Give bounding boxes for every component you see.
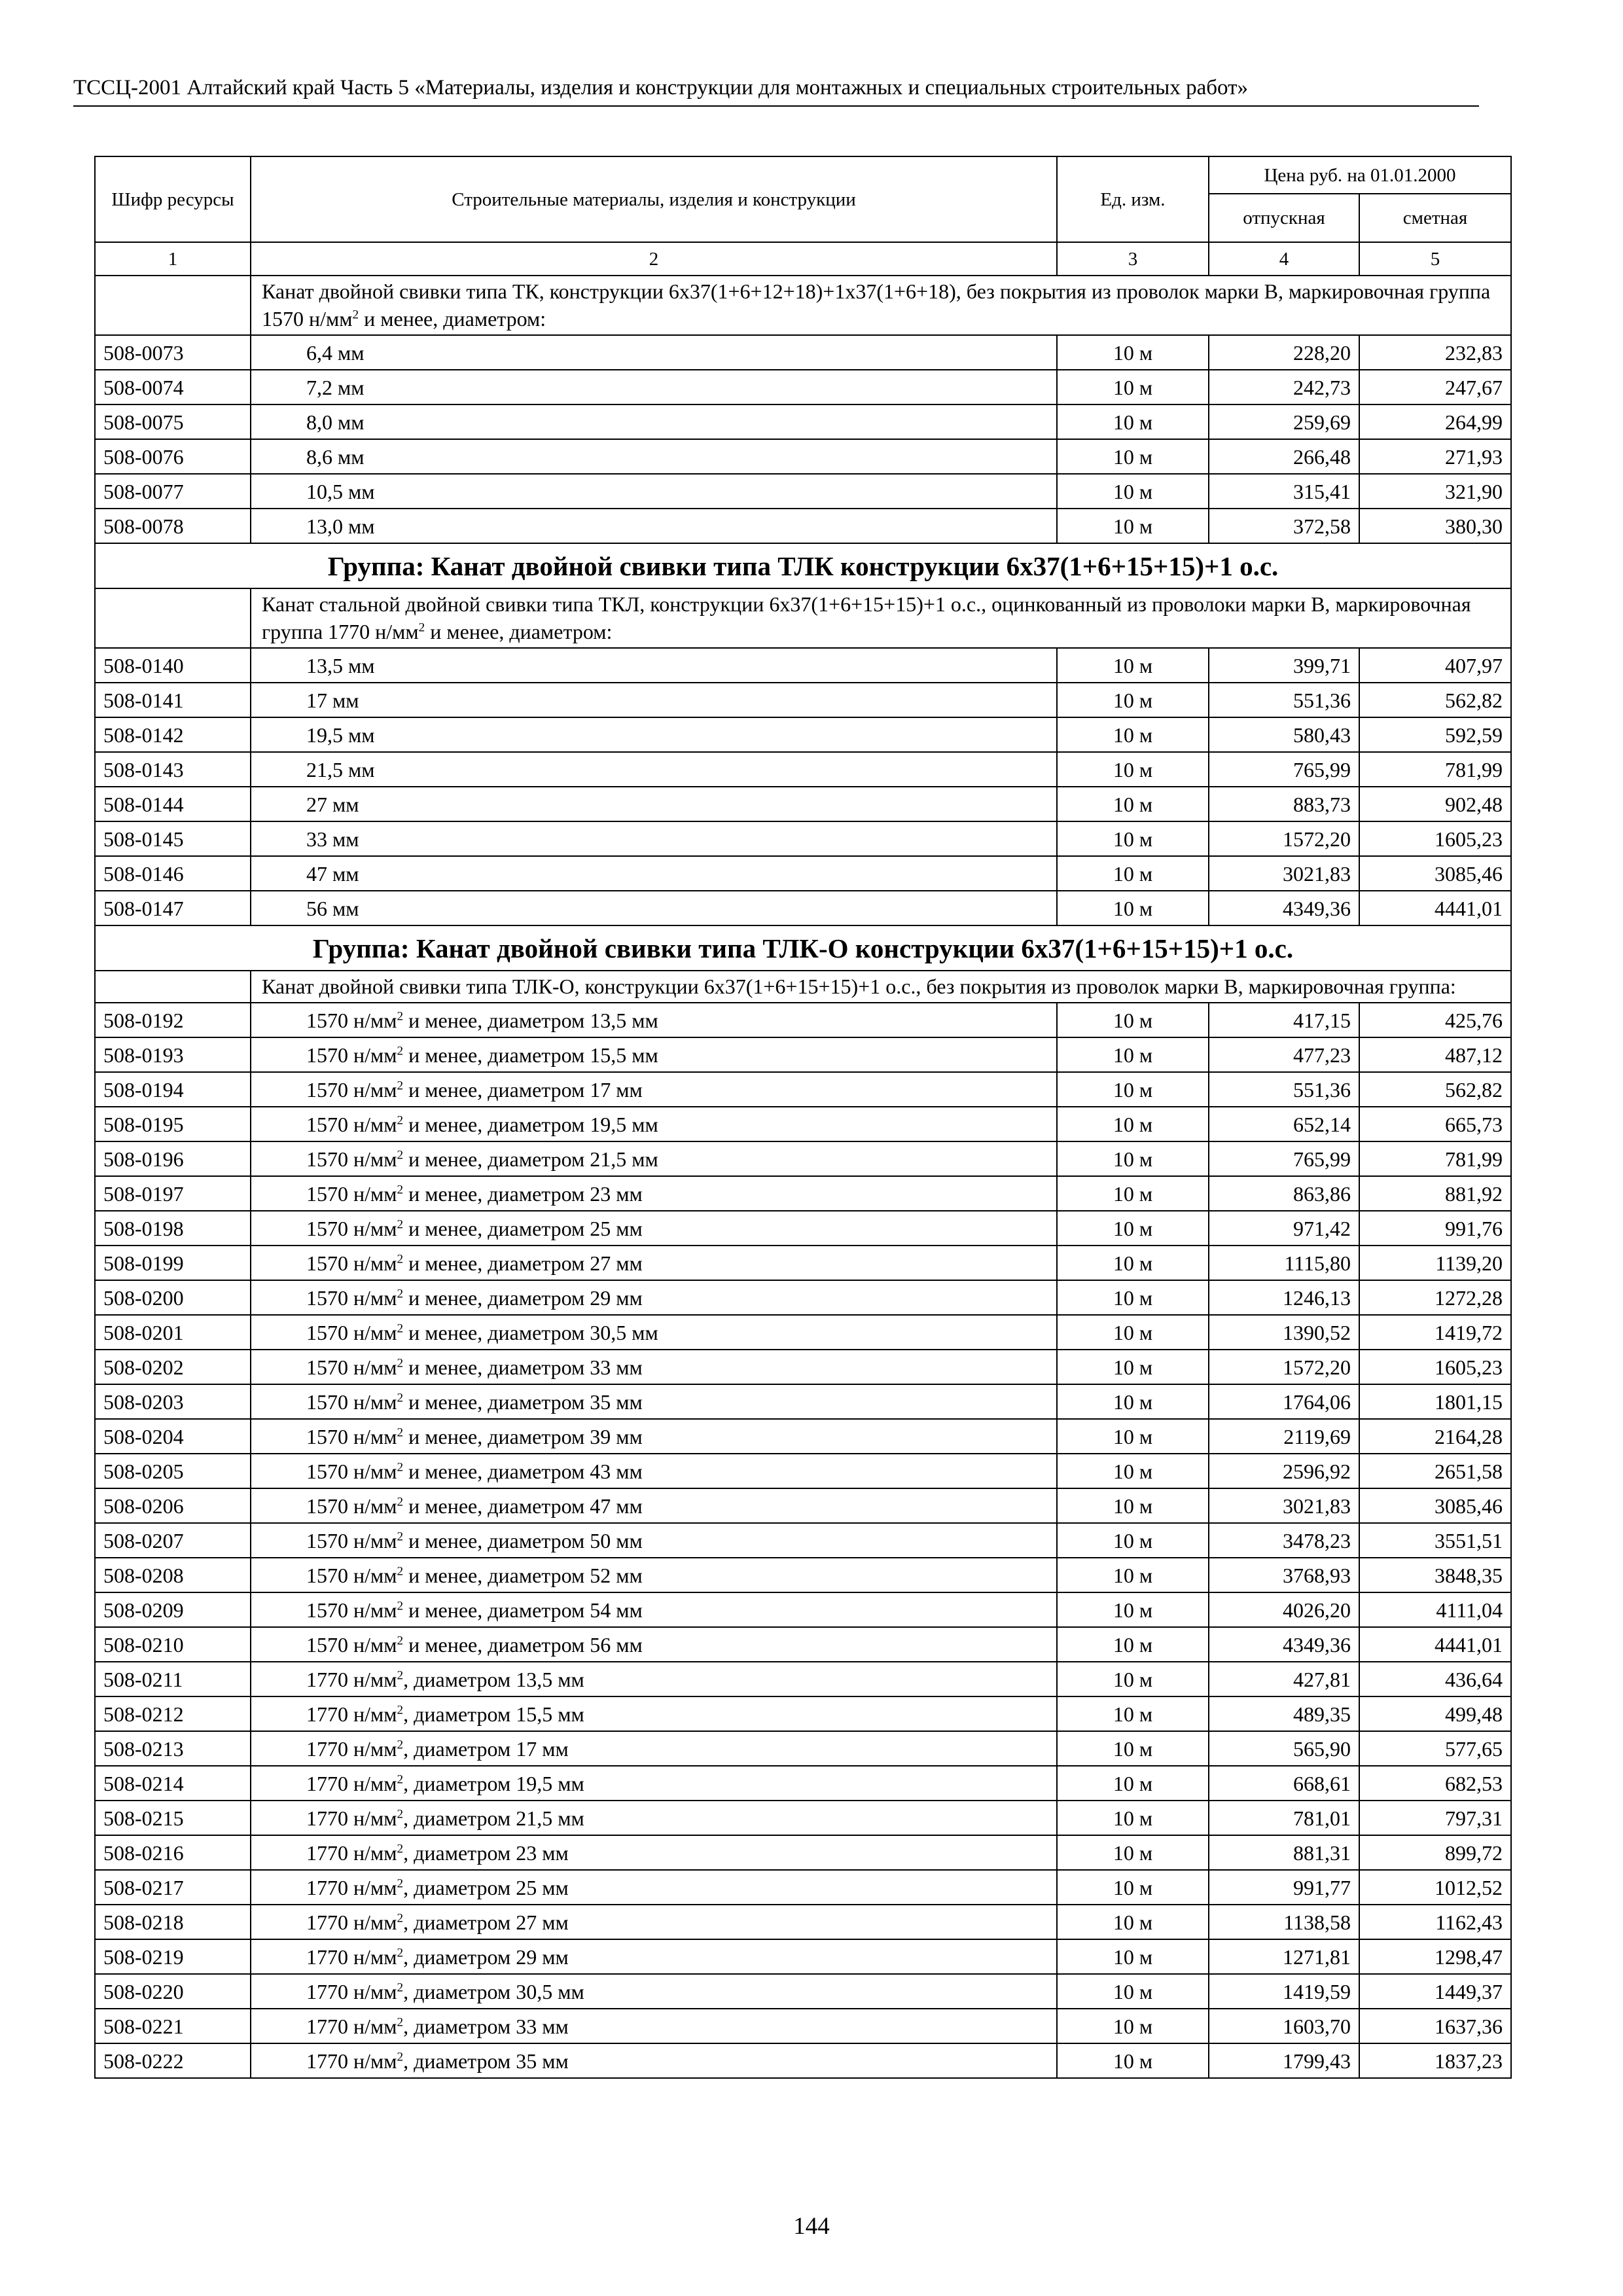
estimate-price-cell: 3848,35 bbox=[1359, 1558, 1511, 1592]
resource-code-cell: 508-0205 bbox=[95, 1454, 251, 1488]
table-row bbox=[95, 1662, 1511, 1696]
resource-code-cell: 508-0202 bbox=[95, 1350, 251, 1384]
material-name-cell: 1570 $н/мм^2$ и менее, диаметром 17 мм bbox=[251, 1072, 1057, 1107]
description-row bbox=[95, 276, 1511, 335]
unit-cell: 10 м bbox=[1057, 335, 1209, 370]
group-heading: Группа: Канат двойной свивки типа ТЛК конструкции 6х37(1+6+15+15)+1 о.с. bbox=[95, 543, 1511, 588]
material-name-cell: 1770 $н/мм^2$, диаметром 23 мм bbox=[251, 1835, 1057, 1870]
estimate-price-cell: 797,31 bbox=[1359, 1801, 1511, 1835]
release-price-cell: 1246,13 bbox=[1209, 1280, 1359, 1315]
material-name-cell: 7,2 мм bbox=[251, 370, 1057, 404]
release-price-cell: 399,71 bbox=[1209, 648, 1359, 683]
material-name-cell: 27 мм bbox=[251, 787, 1057, 821]
unit-cell: 10 м bbox=[1057, 1558, 1209, 1592]
release-price-cell: 1799,43 bbox=[1209, 2043, 1359, 2078]
estimate-price-cell: 247,67 bbox=[1359, 370, 1511, 404]
estimate-price-cell: 682,53 bbox=[1359, 1766, 1511, 1801]
col-header-release-price: отпускная bbox=[1209, 194, 1359, 242]
estimate-price-cell: 1419,72 bbox=[1359, 1315, 1511, 1350]
resource-code-cell: 508-0201 bbox=[95, 1315, 251, 1350]
resource-code-cell: 508-0145 bbox=[95, 821, 251, 856]
unit-cell: 10 м bbox=[1057, 1003, 1209, 1037]
table-row bbox=[95, 509, 1511, 543]
material-name-cell: 21,5 мм bbox=[251, 752, 1057, 787]
unit-cell: 10 м bbox=[1057, 1662, 1209, 1696]
material-name-cell: 1570 $н/мм^2$ и менее, диаметром 19,5 мм bbox=[251, 1107, 1057, 1141]
release-price-cell: 3021,83 bbox=[1209, 856, 1359, 891]
release-price-cell: 4349,36 bbox=[1209, 1627, 1359, 1662]
release-price-cell: 580,43 bbox=[1209, 717, 1359, 752]
unit-cell: 10 м bbox=[1057, 1627, 1209, 1662]
page-header: ТССЦ-2001 Алтайский край Часть 5 «Материалы, изделия и конструкции для монтажных и специальных строительных работ» bbox=[73, 74, 1479, 107]
unit-cell: 10 м bbox=[1057, 1246, 1209, 1280]
estimate-price-cell: 232,83 bbox=[1359, 335, 1511, 370]
estimate-price-cell: 592,59 bbox=[1359, 717, 1511, 752]
release-price-cell: 668,61 bbox=[1209, 1766, 1359, 1801]
table-row bbox=[95, 717, 1511, 752]
release-price-cell: 1390,52 bbox=[1209, 1315, 1359, 1350]
unit-cell: 10 м bbox=[1057, 1905, 1209, 1939]
table-row bbox=[95, 752, 1511, 787]
material-name-cell: 1570 $н/мм^2$ и менее, диаметром 33 мм bbox=[251, 1350, 1057, 1384]
material-name-cell: 1770 $н/мм^2$, диаметром 25 мм bbox=[251, 1870, 1057, 1905]
estimate-price-cell: 902,48 bbox=[1359, 787, 1511, 821]
resource-code-cell: 508-0075 bbox=[95, 404, 251, 439]
estimate-price-cell: 1837,23 bbox=[1359, 2043, 1511, 2078]
unit-cell: 10 м bbox=[1057, 439, 1209, 474]
resource-code-cell: 508-0206 bbox=[95, 1488, 251, 1523]
unit-cell: 10 м bbox=[1057, 1801, 1209, 1835]
material-name-cell: 56 мм bbox=[251, 891, 1057, 925]
estimate-price-cell: 781,99 bbox=[1359, 752, 1511, 787]
release-price-cell: 4026,20 bbox=[1209, 1592, 1359, 1627]
table-row bbox=[95, 856, 1511, 891]
release-price-cell: 551,36 bbox=[1209, 683, 1359, 717]
table-row bbox=[95, 370, 1511, 404]
release-price-cell: 883,73 bbox=[1209, 787, 1359, 821]
table-row bbox=[95, 1592, 1511, 1627]
material-name-cell: 1770 $н/мм^2$, диаметром 19,5 мм bbox=[251, 1766, 1057, 1801]
estimate-price-cell: 4441,01 bbox=[1359, 1627, 1511, 1662]
group-heading: Группа: Канат двойной свивки типа ТЛК-О конструкции 6х37(1+6+15+15)+1 о.с. bbox=[95, 925, 1511, 971]
table-row bbox=[95, 2043, 1511, 2078]
material-name-cell: 6,4 мм bbox=[251, 335, 1057, 370]
unit-cell: 10 м bbox=[1057, 1870, 1209, 1905]
resource-code-cell: 508-0074 bbox=[95, 370, 251, 404]
resource-code-cell: 508-0215 bbox=[95, 1801, 251, 1835]
material-name-cell: 1570 $н/мм^2$ и менее, диаметром 47 мм bbox=[251, 1488, 1057, 1523]
resource-code-cell: 508-0192 bbox=[95, 1003, 251, 1037]
material-name-cell: 19,5 мм bbox=[251, 717, 1057, 752]
estimate-price-cell: 3551,51 bbox=[1359, 1523, 1511, 1558]
material-name-cell: 1570 $н/мм^2$ и менее, диаметром 27 мм bbox=[251, 1246, 1057, 1280]
estimate-price-cell: 781,99 bbox=[1359, 1141, 1511, 1176]
resource-code-cell: 508-0203 bbox=[95, 1384, 251, 1419]
unit-cell: 10 м bbox=[1057, 1350, 1209, 1384]
resource-code-cell: 508-0200 bbox=[95, 1280, 251, 1315]
section-description: Канат двойной свивки типа ТК, конструкции 6х37(1+6+12+18)+1х37(1+6+18), без покрытия из проволок марки В, маркировочная группа 1570 $н/мм^2$ и менее, диаметром: bbox=[251, 276, 1511, 335]
material-name-cell: 1570 $н/мм^2$ и менее, диаметром 54 мм bbox=[251, 1592, 1057, 1627]
unit-cell: 10 м bbox=[1057, 717, 1209, 752]
material-name-cell: 1770 $н/мм^2$, диаметром 33 мм bbox=[251, 2009, 1057, 2043]
table-row bbox=[95, 1905, 1511, 1939]
estimate-price-cell: 1449,37 bbox=[1359, 1974, 1511, 2009]
unit-cell: 10 м bbox=[1057, 509, 1209, 543]
unit-cell: 10 м bbox=[1057, 821, 1209, 856]
resource-code-cell: 508-0199 bbox=[95, 1246, 251, 1280]
resource-code-cell: 508-0212 bbox=[95, 1696, 251, 1731]
table-row bbox=[95, 1107, 1511, 1141]
table-row bbox=[95, 1072, 1511, 1107]
unit-cell: 10 м bbox=[1057, 1419, 1209, 1454]
material-name-cell: 1570 $н/мм^2$ и менее, диаметром 13,5 мм bbox=[251, 1003, 1057, 1037]
unit-cell: 10 м bbox=[1057, 1939, 1209, 1974]
resource-code-cell: 508-0146 bbox=[95, 856, 251, 891]
estimate-price-cell: 991,76 bbox=[1359, 1211, 1511, 1246]
table-row bbox=[95, 1350, 1511, 1384]
material-name-cell: 13,0 мм bbox=[251, 509, 1057, 543]
col-header-price: Цена руб. на 01.01.2000 bbox=[1209, 156, 1511, 194]
estimate-price-cell: 3085,46 bbox=[1359, 856, 1511, 891]
col-number-5: 5 bbox=[1359, 242, 1511, 276]
estimate-price-cell: 1605,23 bbox=[1359, 821, 1511, 856]
material-name-cell: 47 мм bbox=[251, 856, 1057, 891]
material-name-cell: 1570 $н/мм^2$ и менее, диаметром 50 мм bbox=[251, 1523, 1057, 1558]
release-price-cell: 1603,70 bbox=[1209, 2009, 1359, 2043]
resource-code-cell: 508-0196 bbox=[95, 1141, 251, 1176]
estimate-price-cell: 881,92 bbox=[1359, 1176, 1511, 1211]
release-price-cell: 781,01 bbox=[1209, 1801, 1359, 1835]
unit-cell: 10 м bbox=[1057, 1523, 1209, 1558]
section-description: Канат стальной двойной свивки типа ТКЛ, конструкции 6х37(1+6+15+15)+1 о.с., оцинкованный из проволоки марки В, маркировочная группа 1770 $н/мм^2$ и менее, диаметром: bbox=[251, 588, 1511, 648]
release-price-cell: 991,77 bbox=[1209, 1870, 1359, 1905]
table-row bbox=[95, 1696, 1511, 1731]
resource-code-cell: 508-0214 bbox=[95, 1766, 251, 1801]
unit-cell: 10 м bbox=[1057, 2043, 1209, 2078]
estimate-price-cell: 899,72 bbox=[1359, 1835, 1511, 1870]
table-row bbox=[95, 787, 1511, 821]
unit-cell: 10 м bbox=[1057, 1107, 1209, 1141]
estimate-price-cell: 271,93 bbox=[1359, 439, 1511, 474]
unit-cell: 10 м bbox=[1057, 1037, 1209, 1072]
resource-code-cell: 508-0208 bbox=[95, 1558, 251, 1592]
resource-code-cell: 508-0195 bbox=[95, 1107, 251, 1141]
resource-code-cell: 508-0213 bbox=[95, 1731, 251, 1766]
release-price-cell: 652,14 bbox=[1209, 1107, 1359, 1141]
resource-code-cell: 508-0207 bbox=[95, 1523, 251, 1558]
material-name-cell: 1770 $н/мм^2$, диаметром 13,5 мм bbox=[251, 1662, 1057, 1696]
resource-code-cell: 508-0198 bbox=[95, 1211, 251, 1246]
table-row bbox=[95, 439, 1511, 474]
description-code-cell bbox=[95, 588, 251, 648]
estimate-price-cell: 2651,58 bbox=[1359, 1454, 1511, 1488]
unit-cell: 10 м bbox=[1057, 648, 1209, 683]
material-name-cell: 1770 $н/мм^2$, диаметром 27 мм bbox=[251, 1905, 1057, 1939]
table-row bbox=[95, 1488, 1511, 1523]
unit-cell: 10 м bbox=[1057, 1974, 1209, 2009]
col-header-estimate-price: сметная bbox=[1359, 194, 1511, 242]
unit-cell: 10 м bbox=[1057, 891, 1209, 925]
unit-cell: 10 м bbox=[1057, 1696, 1209, 1731]
resource-code-cell: 508-0078 bbox=[95, 509, 251, 543]
table-row bbox=[95, 1974, 1511, 2009]
price-table bbox=[94, 156, 1512, 2079]
release-price-cell: 565,90 bbox=[1209, 1731, 1359, 1766]
resource-code-cell: 508-0209 bbox=[95, 1592, 251, 1627]
material-name-cell: 1770 $н/мм^2$, диаметром 15,5 мм bbox=[251, 1696, 1057, 1731]
col-number-2: 2 bbox=[251, 242, 1057, 276]
release-price-cell: 1138,58 bbox=[1209, 1905, 1359, 1939]
table-row bbox=[95, 1280, 1511, 1315]
table-row bbox=[95, 1003, 1511, 1037]
resource-code-cell: 508-0142 bbox=[95, 717, 251, 752]
material-name-cell: 1570 $н/мм^2$ и менее, диаметром 29 мм bbox=[251, 1280, 1057, 1315]
release-price-cell: 489,35 bbox=[1209, 1696, 1359, 1731]
table-row bbox=[95, 1731, 1511, 1766]
estimate-price-cell: 487,12 bbox=[1359, 1037, 1511, 1072]
resource-code-cell: 508-0143 bbox=[95, 752, 251, 787]
description-row bbox=[95, 971, 1511, 1003]
release-price-cell: 477,23 bbox=[1209, 1037, 1359, 1072]
resource-code-cell: 508-0217 bbox=[95, 1870, 251, 1905]
material-name-cell: 1570 $н/мм^2$ и менее, диаметром 39 мм bbox=[251, 1419, 1057, 1454]
table-row bbox=[95, 1835, 1511, 1870]
release-price-cell: 971,42 bbox=[1209, 1211, 1359, 1246]
table-row bbox=[95, 1246, 1511, 1280]
material-name-cell: 1770 $н/мм^2$, диаметром 30,5 мм bbox=[251, 1974, 1057, 2009]
col-header-unit: Ед. изм. bbox=[1057, 156, 1209, 242]
release-price-cell: 3478,23 bbox=[1209, 1523, 1359, 1558]
estimate-price-cell: 425,76 bbox=[1359, 1003, 1511, 1037]
resource-code-cell: 508-0073 bbox=[95, 335, 251, 370]
estimate-price-cell: 1605,23 bbox=[1359, 1350, 1511, 1384]
release-price-cell: 1572,20 bbox=[1209, 1350, 1359, 1384]
material-name-cell: 1570 $н/мм^2$ и менее, диаметром 56 мм bbox=[251, 1627, 1057, 1662]
estimate-price-cell: 562,82 bbox=[1359, 1072, 1511, 1107]
estimate-price-cell: 380,30 bbox=[1359, 509, 1511, 543]
table-row bbox=[95, 1176, 1511, 1211]
estimate-price-cell: 562,82 bbox=[1359, 683, 1511, 717]
unit-cell: 10 м bbox=[1057, 1384, 1209, 1419]
material-name-cell: 8,6 мм bbox=[251, 439, 1057, 474]
unit-cell: 10 м bbox=[1057, 1211, 1209, 1246]
resource-code-cell: 508-0147 bbox=[95, 891, 251, 925]
unit-cell: 10 м bbox=[1057, 787, 1209, 821]
table-row bbox=[95, 1523, 1511, 1558]
col-header-materials: Строительные материалы, изделия и конструкции bbox=[251, 156, 1057, 242]
estimate-price-cell: 499,48 bbox=[1359, 1696, 1511, 1731]
material-name-cell: 17 мм bbox=[251, 683, 1057, 717]
unit-cell: 10 м bbox=[1057, 1731, 1209, 1766]
material-name-cell: 1570 $н/мм^2$ и менее, диаметром 21,5 мм bbox=[251, 1141, 1057, 1176]
release-price-cell: 2596,92 bbox=[1209, 1454, 1359, 1488]
unit-cell: 10 м bbox=[1057, 2009, 1209, 2043]
resource-code-cell: 508-0210 bbox=[95, 1627, 251, 1662]
release-price-cell: 1271,81 bbox=[1209, 1939, 1359, 1974]
release-price-cell: 3768,93 bbox=[1209, 1558, 1359, 1592]
resource-code-cell: 508-0218 bbox=[95, 1905, 251, 1939]
resource-code-cell: 508-0216 bbox=[95, 1835, 251, 1870]
estimate-price-cell: 1139,20 bbox=[1359, 1246, 1511, 1280]
col-header-code: Шифр ресурсы bbox=[95, 156, 251, 242]
col-number-3: 3 bbox=[1057, 242, 1209, 276]
release-price-cell: 417,15 bbox=[1209, 1003, 1359, 1037]
table-row bbox=[95, 404, 1511, 439]
page-number: 144 bbox=[793, 2213, 830, 2240]
table-row bbox=[95, 335, 1511, 370]
material-name-cell: 1770 $н/мм^2$, диаметром 35 мм bbox=[251, 2043, 1057, 2078]
estimate-price-cell: 1801,15 bbox=[1359, 1384, 1511, 1419]
unit-cell: 10 м bbox=[1057, 856, 1209, 891]
unit-cell: 10 м bbox=[1057, 752, 1209, 787]
table-row bbox=[95, 1384, 1511, 1419]
unit-cell: 10 м bbox=[1057, 474, 1209, 509]
material-name-cell: 8,0 мм bbox=[251, 404, 1057, 439]
table-row bbox=[95, 1211, 1511, 1246]
description-row bbox=[95, 588, 1511, 648]
table-row bbox=[95, 1558, 1511, 1592]
release-price-cell: 1572,20 bbox=[1209, 821, 1359, 856]
estimate-price-cell: 264,99 bbox=[1359, 404, 1511, 439]
table-body bbox=[95, 276, 1511, 2078]
material-name-cell: 1570 $н/мм^2$ и менее, диаметром 23 мм bbox=[251, 1176, 1057, 1211]
release-price-cell: 765,99 bbox=[1209, 752, 1359, 787]
release-price-cell: 551,36 bbox=[1209, 1072, 1359, 1107]
material-name-cell: 1570 $н/мм^2$ и менее, диаметром 52 мм bbox=[251, 1558, 1057, 1592]
material-name-cell: 13,5 мм bbox=[251, 648, 1057, 683]
estimate-price-cell: 1272,28 bbox=[1359, 1280, 1511, 1315]
estimate-price-cell: 436,64 bbox=[1359, 1662, 1511, 1696]
unit-cell: 10 м bbox=[1057, 404, 1209, 439]
release-price-cell: 1764,06 bbox=[1209, 1384, 1359, 1419]
estimate-price-cell: 4111,04 bbox=[1359, 1592, 1511, 1627]
estimate-price-cell: 321,90 bbox=[1359, 474, 1511, 509]
estimate-price-cell: 577,65 bbox=[1359, 1731, 1511, 1766]
release-price-cell: 881,31 bbox=[1209, 1835, 1359, 1870]
resource-code-cell: 508-0140 bbox=[95, 648, 251, 683]
table-row bbox=[95, 683, 1511, 717]
unit-cell: 10 м bbox=[1057, 370, 1209, 404]
unit-cell: 10 м bbox=[1057, 1766, 1209, 1801]
table-row bbox=[95, 1141, 1511, 1176]
table-row bbox=[95, 474, 1511, 509]
material-name-cell: 1570 $н/мм^2$ и менее, диаметром 35 мм bbox=[251, 1384, 1057, 1419]
release-price-cell: 3021,83 bbox=[1209, 1488, 1359, 1523]
estimate-price-cell: 3085,46 bbox=[1359, 1488, 1511, 1523]
table-row bbox=[95, 1419, 1511, 1454]
unit-cell: 10 м bbox=[1057, 1280, 1209, 1315]
release-price-cell: 1115,80 bbox=[1209, 1246, 1359, 1280]
resource-code-cell: 508-0222 bbox=[95, 2043, 251, 2078]
table-row bbox=[95, 1037, 1511, 1072]
unit-cell: 10 м bbox=[1057, 1835, 1209, 1870]
unit-cell: 10 м bbox=[1057, 1592, 1209, 1627]
unit-cell: 10 м bbox=[1057, 1176, 1209, 1211]
material-name-cell: 1570 $н/мм^2$ и менее, диаметром 15,5 мм bbox=[251, 1037, 1057, 1072]
unit-cell: 10 м bbox=[1057, 1141, 1209, 1176]
material-name-cell: 10,5 мм bbox=[251, 474, 1057, 509]
release-price-cell: 228,20 bbox=[1209, 335, 1359, 370]
material-name-cell: 1770 $н/мм^2$, диаметром 17 мм bbox=[251, 1731, 1057, 1766]
col-number-4: 4 bbox=[1209, 242, 1359, 276]
unit-cell: 10 м bbox=[1057, 1072, 1209, 1107]
estimate-price-cell: 1637,36 bbox=[1359, 2009, 1511, 2043]
table-row bbox=[95, 2009, 1511, 2043]
unit-cell: 10 м bbox=[1057, 1315, 1209, 1350]
release-price-cell: 242,73 bbox=[1209, 370, 1359, 404]
resource-code-cell: 508-0076 bbox=[95, 439, 251, 474]
release-price-cell: 765,99 bbox=[1209, 1141, 1359, 1176]
group-heading-row bbox=[95, 543, 1511, 588]
unit-cell: 10 м bbox=[1057, 683, 1209, 717]
table-row bbox=[95, 891, 1511, 925]
release-price-cell: 427,81 bbox=[1209, 1662, 1359, 1696]
table-row bbox=[95, 1766, 1511, 1801]
release-price-cell: 863,86 bbox=[1209, 1176, 1359, 1211]
table-row bbox=[95, 648, 1511, 683]
resource-code-cell: 508-0077 bbox=[95, 474, 251, 509]
resource-code-cell: 508-0220 bbox=[95, 1974, 251, 2009]
material-name-cell: 1770 $н/мм^2$, диаметром 29 мм bbox=[251, 1939, 1057, 1974]
release-price-cell: 315,41 bbox=[1209, 474, 1359, 509]
group-heading-row bbox=[95, 925, 1511, 971]
description-code-cell bbox=[95, 276, 251, 335]
resource-code-cell: 508-0141 bbox=[95, 683, 251, 717]
table-row bbox=[95, 1454, 1511, 1488]
resource-code-cell: 508-0219 bbox=[95, 1939, 251, 1974]
resource-code-cell: 508-0194 bbox=[95, 1072, 251, 1107]
resource-code-cell: 508-0211 bbox=[95, 1662, 251, 1696]
estimate-price-cell: 4441,01 bbox=[1359, 891, 1511, 925]
material-name-cell: 1570 $н/мм^2$ и менее, диаметром 25 мм bbox=[251, 1211, 1057, 1246]
unit-cell: 10 м bbox=[1057, 1488, 1209, 1523]
estimate-price-cell: 665,73 bbox=[1359, 1107, 1511, 1141]
description-code-cell bbox=[95, 971, 251, 1003]
resource-code-cell: 508-0204 bbox=[95, 1419, 251, 1454]
table-row bbox=[95, 1939, 1511, 1974]
table-row bbox=[95, 821, 1511, 856]
section-description: Канат двойной свивки типа ТЛК-О, конструкции 6х37(1+6+15+15)+1 о.с., без покрытия из проволок марки В, маркировочная группа: bbox=[251, 971, 1511, 1003]
release-price-cell: 4349,36 bbox=[1209, 891, 1359, 925]
estimate-price-cell: 1012,52 bbox=[1359, 1870, 1511, 1905]
release-price-cell: 372,58 bbox=[1209, 509, 1359, 543]
resource-code-cell: 508-0197 bbox=[95, 1176, 251, 1211]
material-name-cell: 1570 $н/мм^2$ и менее, диаметром 30,5 мм bbox=[251, 1315, 1057, 1350]
estimate-price-cell: 2164,28 bbox=[1359, 1419, 1511, 1454]
estimate-price-cell: 1298,47 bbox=[1359, 1939, 1511, 1974]
resource-code-cell: 508-0193 bbox=[95, 1037, 251, 1072]
estimate-price-cell: 1162,43 bbox=[1359, 1905, 1511, 1939]
release-price-cell: 266,48 bbox=[1209, 439, 1359, 474]
table-row bbox=[95, 1870, 1511, 1905]
unit-cell: 10 м bbox=[1057, 1454, 1209, 1488]
release-price-cell: 2119,69 bbox=[1209, 1419, 1359, 1454]
material-name-cell: 33 мм bbox=[251, 821, 1057, 856]
resource-code-cell: 508-0144 bbox=[95, 787, 251, 821]
table-row bbox=[95, 1315, 1511, 1350]
release-price-cell: 1419,59 bbox=[1209, 1974, 1359, 2009]
estimate-price-cell: 407,97 bbox=[1359, 648, 1511, 683]
release-price-cell: 259,69 bbox=[1209, 404, 1359, 439]
table-row bbox=[95, 1801, 1511, 1835]
material-name-cell: 1770 $н/мм^2$, диаметром 21,5 мм bbox=[251, 1801, 1057, 1835]
resource-code-cell: 508-0221 bbox=[95, 2009, 251, 2043]
material-name-cell: 1570 $н/мм^2$ и менее, диаметром 43 мм bbox=[251, 1454, 1057, 1488]
table-row bbox=[95, 1627, 1511, 1662]
col-number-1: 1 bbox=[95, 242, 251, 276]
